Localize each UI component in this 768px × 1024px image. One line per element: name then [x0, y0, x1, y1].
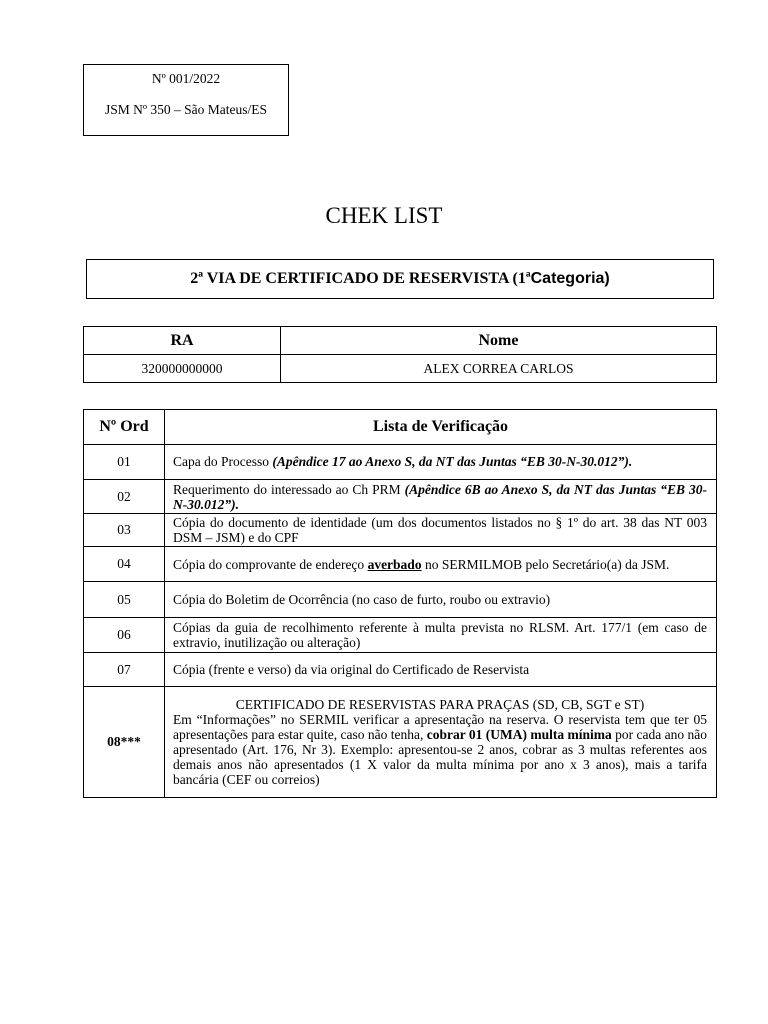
item-desc	[165, 547, 717, 582]
item-ord: 07	[84, 653, 165, 687]
table-row	[84, 514, 717, 547]
item-text: Cópia do comprovante de endereço	[173, 556, 368, 572]
item-ord: 08***	[84, 687, 165, 798]
item-ord: 06	[84, 618, 165, 653]
item-desc: Cópia do Boletim de Ocorrência (no caso de furto, roubo ou extravio)	[165, 582, 717, 618]
ord-header: Nº Ord	[84, 410, 165, 445]
item-desc	[165, 687, 717, 798]
subtitle-part1: 2ª VIA DE CERTIFICADO DE RESERVISTA (1ª	[190, 270, 531, 287]
checklist-table	[83, 409, 717, 798]
item-text: Capa do Processo	[173, 454, 273, 469]
item-desc: Cópia (frente e verso) da via original do Certificado de Reservista	[165, 653, 717, 687]
item-underline: averbado	[367, 556, 422, 572]
table-row	[84, 480, 717, 514]
item-ord: 04	[84, 547, 165, 582]
item-heading: CERTIFICADO DE RESERVISTAS PARA PRAÇAS (SD, CB, SGT e ST)	[235, 697, 645, 712]
table-row	[84, 445, 717, 480]
nome-header: Nome	[281, 327, 717, 355]
item-ord: 01	[84, 445, 165, 480]
item-ord: 02	[84, 480, 165, 514]
item-text-post: no SERMILMOB pelo Secretário(a) da JSM.	[421, 556, 670, 572]
item-text: Em “Informações” no SERMIL verificar a apresentação na reserva. O reservista tem que ter 05 apresentações para estar quite, caso não tenha,	[173, 712, 707, 742]
item-bold: cobrar 01 (UMA) multa mínima	[426, 727, 612, 742]
item-desc: Cópia do documento de identidade (um dos documentos listados no § 1º do art. 38 das NT 003 DSM – JSM) e do CPF	[165, 514, 717, 547]
table-row	[84, 547, 717, 582]
jsm-location: JSM Nº 350 – São Mateus/ES	[104, 102, 268, 117]
document-number: Nº 001/2022	[151, 71, 221, 86]
subtitle-box	[86, 259, 714, 299]
document-number-box	[83, 64, 289, 136]
subtitle-part2: Categoria)	[530, 270, 610, 287]
item-desc	[165, 445, 717, 480]
ra-table	[83, 326, 717, 383]
table-row	[84, 653, 717, 687]
page-title: CHEK LIST	[325, 203, 443, 228]
item-desc	[165, 480, 717, 514]
item-text-post: por cada ano não apresentado (Art. 176, Nr 3). Exemplo: apresentou-se 2 anos, cobrar as 3 multas referentes aos demais anos não apresentados (1 X valor da multa mínima por ano x 3 anos), mais a tarifa bancária (CEF ou correios)	[173, 727, 707, 787]
lista-header: Lista de Verificação	[165, 410, 717, 445]
item-reference: (Apêndice 6B ao Anexo S, da NT das Juntas “EB 30-N-30.012”).	[173, 481, 707, 512]
item-ord: 03	[84, 514, 165, 547]
item-reference: (Apêndice 17 ao Anexo S, da NT das Juntas “EB 30-N-30.012”).	[272, 454, 633, 469]
nome-value: ALEX CORREA CARLOS	[281, 355, 717, 383]
table-row	[84, 582, 717, 618]
ra-value: 320000000000	[84, 355, 281, 383]
item-ord: 05	[84, 582, 165, 618]
item-text: Requerimento do interessado ao Ch PRM	[173, 481, 405, 497]
table-row	[84, 618, 717, 653]
item-desc: Cópias da guia de recolhimento referente à multa prevista no RLSM. Art. 177/1 (em caso de extravio, inutilização ou alteração)	[165, 618, 717, 653]
ra-header: RA	[84, 327, 281, 355]
table-row	[84, 687, 717, 798]
